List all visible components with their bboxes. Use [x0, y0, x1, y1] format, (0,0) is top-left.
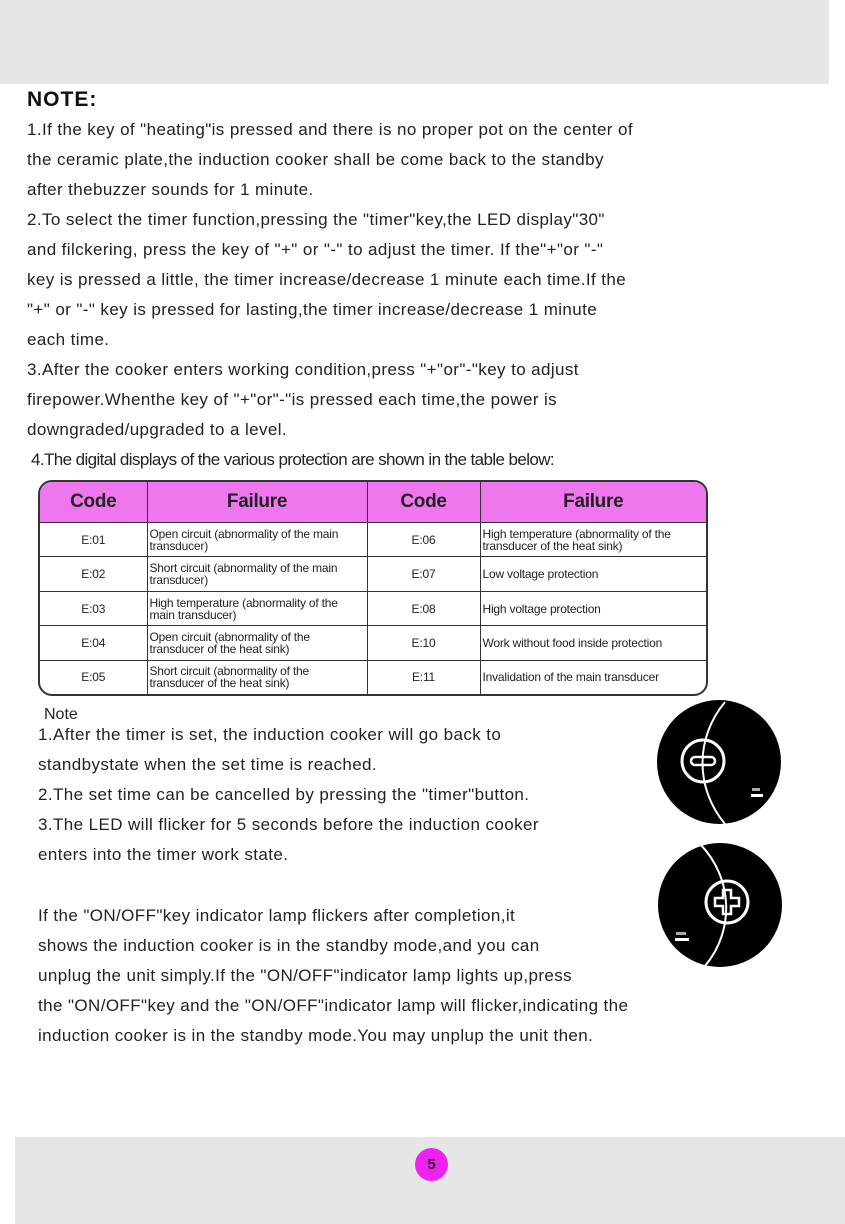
text-line: after thebuzzer sounds for 1 minute. [27, 180, 314, 199]
code-cell: E:03 [40, 591, 147, 625]
code-cell: E:04 [40, 626, 147, 660]
table-header: Failure [480, 482, 706, 523]
text-line: 2.To select the timer function,pressing the "timer"key,the LED display"30" [27, 210, 605, 229]
failure-cell: Short circuit (abnormality of the main transducer) [147, 557, 367, 591]
table-row [40, 557, 706, 591]
text-line: enters into the timer work state. [38, 845, 289, 864]
text-line: 3.After the cooker enters working condition,press "+"or"-"key to adjust [27, 360, 579, 379]
table-intro: 4.The digital displays of the various protection are shown in the table below: [31, 450, 555, 469]
failure-cell: Work without food inside protection [480, 626, 706, 660]
top-band [0, 0, 829, 84]
text-line: 1.After the timer is set, the induction cooker will go back to [38, 725, 502, 744]
failure-cell: High temperature (abnormality of the transducer of the heat sink) [480, 523, 706, 557]
text-line: shows the induction cooker is in the standby mode,and you can [38, 936, 540, 955]
failure-cell: Open circuit (abnormality of the transducer of the heat sink) [147, 626, 367, 660]
failure-cell: Short circuit (abnormality of the transducer of the heat sink) [147, 660, 367, 694]
text-line: 2.The set time can be cancelled by pressing the "timer"button. [38, 785, 530, 804]
table-header: Failure [147, 482, 367, 523]
code-cell: E:11 [367, 660, 480, 694]
table-header: Code [40, 482, 147, 523]
section1-text [27, 115, 633, 445]
text-line: downgraded/upgraded to a level. [27, 420, 288, 439]
note-title: Note [44, 706, 78, 723]
text-line: key is pressed a little, the timer increase/decrease 1 minute each time.If the [27, 270, 627, 289]
text-line: induction cooker is in the standby mode.You may unplup the unit then. [38, 1026, 594, 1045]
table-row [40, 660, 706, 694]
table-row [40, 523, 706, 557]
text-line: firepower.Whenthe key of "+"or"-"is pressed each time,the power is [27, 390, 558, 409]
note-heading: NOTE: [27, 88, 98, 111]
table-header: Code [367, 482, 480, 523]
code-cell: E:06 [367, 523, 480, 557]
failure-cell: Low voltage protection [480, 557, 706, 591]
text-line: 3.The LED will flicker for 5 seconds before the induction cooker [38, 815, 539, 834]
failure-cell: High temperature (abnormality of the main transducer) [147, 591, 367, 625]
failure-cell: Open circuit (abnormality of the main transducer) [147, 523, 367, 557]
text-line: the "ON/OFF"key and the "ON/OFF"indicator lamp will flicker,indicating the [38, 996, 629, 1015]
table-row [40, 626, 706, 660]
code-cell: E:01 [40, 523, 147, 557]
code-cell: E:10 [367, 626, 480, 660]
text-line: unplug the unit simply.If the "ON/OFF"indicator lamp lights up,press [38, 966, 573, 985]
text-line: "+" or "-" key is pressed for lasting,the timer increase/decrease 1 minute [27, 300, 598, 319]
text-line: the ceramic plate,the induction cooker shall be come back to the standby [27, 150, 604, 169]
table-row [40, 591, 706, 625]
minus-key-icon [655, 698, 785, 828]
plus-key-icon [655, 840, 785, 970]
text-line: each time. [27, 330, 110, 349]
text-line: 1.If the key of "heating"is pressed and there is no proper pot on the center of [27, 120, 633, 139]
code-cell: E:02 [40, 557, 147, 591]
code-cell: E:07 [367, 557, 480, 591]
code-cell: E:08 [367, 591, 480, 625]
onoff-text [38, 901, 628, 1051]
failure-cell: Invalidation of the main transducer [482, 670, 659, 685]
page-number-badge: 5 [415, 1148, 448, 1181]
text-line: If the "ON/OFF"key indicator lamp flickers after completion,it [38, 906, 516, 925]
note-text [38, 720, 539, 870]
failure-cell: High voltage protection [480, 591, 706, 625]
protection-table [38, 480, 708, 696]
text-line: standbystate when the set time is reached. [38, 755, 378, 774]
code-cell: E:05 [40, 660, 147, 694]
text-line: and filckering, press the key of "+" or "-" to adjust the timer. If the"+"or "-" [27, 240, 604, 259]
